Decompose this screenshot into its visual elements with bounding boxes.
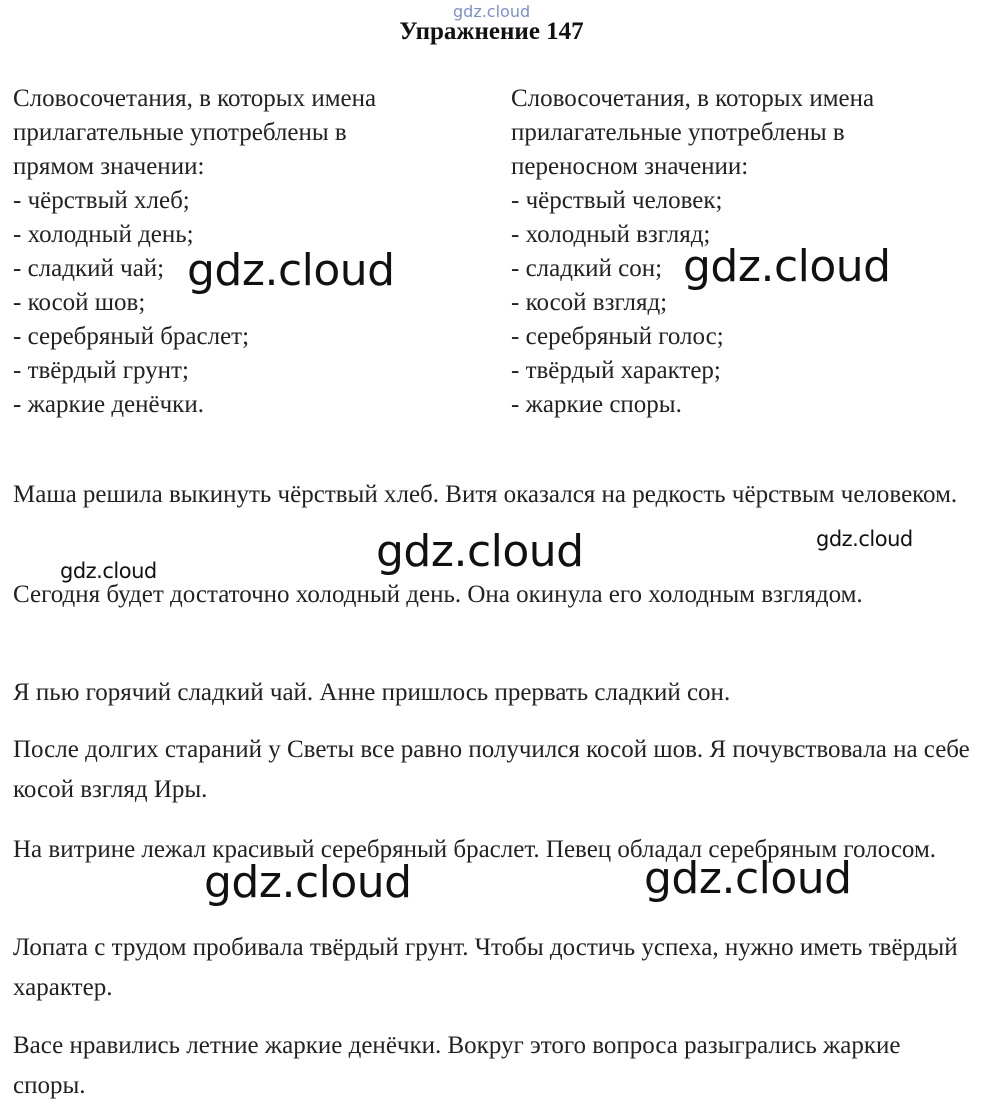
right-heading-line: Словосочетания, в которых имена	[511, 85, 875, 112]
paragraph: После долгих стараний у Светы все равно получился косой шов. Я почувствовала на себе косой взгляд Иры.	[13, 736, 970, 803]
left-list-item: - косой шов;	[13, 289, 146, 316]
right-list-item: - серебряный голос;	[511, 323, 724, 350]
left-list-item: - жаркие денёчки.	[13, 391, 204, 418]
left-list-item: - чёрствый хлеб;	[13, 187, 190, 214]
right-list-item: - сладкий сон;	[511, 255, 663, 282]
watermark: gdz.cloud	[187, 245, 395, 296]
left-heading-line: Словосочетания, в которых имена	[13, 85, 377, 112]
right-list-item: - твёрдый характер;	[511, 357, 721, 384]
right-list-item: - чёрствый человек;	[511, 187, 723, 214]
left-heading-line: прилагательные употреблены в	[13, 119, 347, 146]
left-list-item: - серебряный браслет;	[13, 323, 250, 350]
paragraph: На витрине лежал красивый серебряный браслет. Певец обладал серебряным голосом.	[13, 836, 937, 863]
paragraph: Я пью горячий сладкий чай. Анне пришлось прервать сладкий сон.	[13, 679, 731, 706]
watermark-top: gdz.cloud	[453, 2, 531, 21]
left-heading-line: прямом значении:	[13, 153, 205, 180]
left-list-item: - сладкий чай;	[13, 255, 165, 282]
right-heading-line: переносном значении:	[511, 153, 749, 180]
paragraph: Лопата с трудом пробивала твёрдый грунт. Чтобы достичь успеха, нужно иметь твёрдый характер.	[13, 934, 958, 1001]
right-heading-line: прилагательные употреблены в	[511, 119, 845, 146]
right-list-item: - жаркие споры.	[511, 391, 682, 418]
right-list-item: - холодный взгляд;	[511, 221, 711, 248]
page-title: Упражнение 147	[399, 18, 584, 45]
paragraph: Маша решила выкинуть чёрствый хлеб. Витя оказался на редкость чёрствым человеком.	[13, 481, 958, 508]
watermark: gdz.cloud	[376, 526, 584, 577]
watermark: gdz.cloud	[204, 857, 412, 908]
right-list-item: - косой взгляд;	[511, 289, 668, 316]
left-list-item: - холодный день;	[13, 221, 194, 248]
watermark: gdz.cloud	[683, 241, 891, 292]
paragraph: Сегодня будет достаточно холодный день. Она окинула его холодным взглядом.	[13, 581, 863, 608]
watermark: gdz.cloud	[60, 559, 157, 583]
left-list-item: - твёрдый грунт;	[13, 357, 189, 384]
paragraph: Васе нравились летние жаркие денёчки. Вокруг этого вопроса разыгрались жаркие споры.	[13, 1032, 901, 1099]
watermark: gdz.cloud	[816, 527, 913, 551]
watermark: gdz.cloud	[644, 853, 852, 904]
